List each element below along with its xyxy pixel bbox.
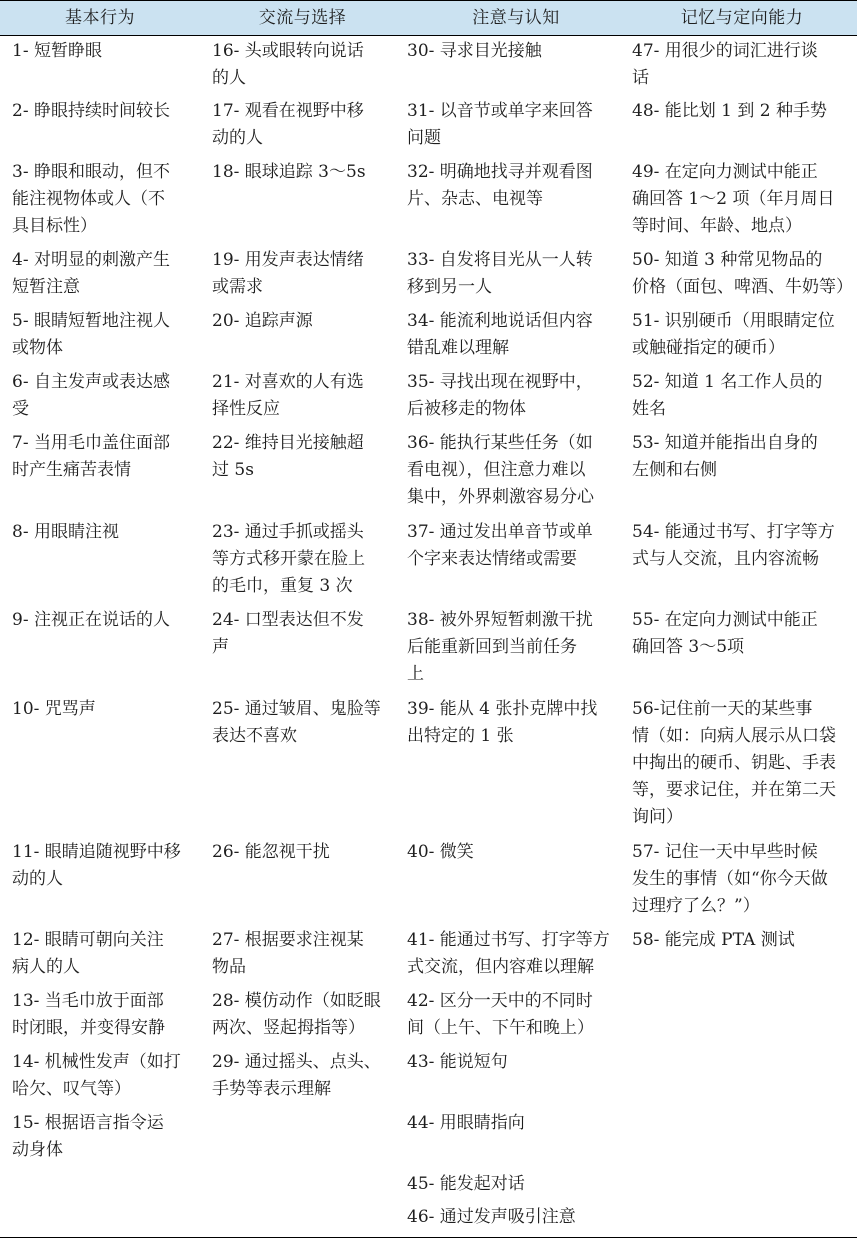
table-cell: 36- 能执行某些任务（如 看电视），但注意力难以 集中，外界刺激容易分心 bbox=[407, 433, 594, 507]
table-cell: 39- 能从 4 张扑克牌中找 出特定的 1 张 bbox=[407, 699, 598, 746]
table-cell: 12- 眼睛可朝向关注 病人的人 bbox=[12, 930, 164, 977]
table-cell: 43- 能说短句 bbox=[407, 1052, 508, 1072]
table-body bbox=[0, 36, 857, 1236]
table-cell: 26- 能忽视干扰 bbox=[212, 842, 330, 862]
table-cell: 24- 口型表达但不发 声 bbox=[212, 610, 364, 657]
table-cell: 47- 用很少的词汇进行谈 话 bbox=[632, 41, 818, 88]
table-cell: 52- 知道 1 名工作人员的 姓名 bbox=[632, 372, 823, 419]
table-cell: 54- 能通过书写、打字等方 式与人交流，且内容流畅 bbox=[632, 522, 835, 569]
table-cell: 56-记住前一天的某些事 情（如：向病人展示从口袋 中掏出的硬币、钥匙、手表 等，要求记住，并在第二天 询问） bbox=[632, 699, 836, 827]
table-cell: 16- 头或眼转向说话 的人 bbox=[212, 41, 364, 88]
table-cell: 9- 注视正在说话的人 bbox=[12, 610, 170, 630]
table-cell: 6- 自主发声或表达感 受 bbox=[12, 372, 170, 419]
table-cell: 49- 在定向力测试中能正 确回答 1～2 项（年月周日 等时间、年龄、地点） bbox=[632, 162, 835, 236]
table-cell: 32- 明确地找寻并观看图 片、杂志、电视等 bbox=[407, 162, 593, 209]
table-cell: 5- 眼睛短暂地注视人 或物体 bbox=[12, 311, 170, 358]
table-header bbox=[0, 0, 857, 36]
table-cell: 7- 当用毛巾盖住面部 时产生痛苦表情 bbox=[12, 433, 170, 480]
table-cell: 48- 能比划 1 到 2 种手势 bbox=[632, 101, 828, 121]
table-bottom-rule bbox=[0, 1237, 857, 1238]
table-cell: 42- 区分一天中的不同时 间（上午、下午和晚上） bbox=[407, 991, 594, 1038]
table-cell: 30- 寻求目光接触 bbox=[407, 41, 542, 61]
table-cell: 11- 眼睛追随视野中移 动的人 bbox=[12, 842, 181, 889]
table-cell: 53- 知道并能指出自身的 左侧和右侧 bbox=[632, 433, 818, 480]
header-attention-cognition: 注意与认知 bbox=[472, 8, 560, 28]
table-cell: 28- 模仿动作（如眨眼 两次、竖起拇指等） bbox=[212, 991, 381, 1038]
header-communication-choice: 交流与选择 bbox=[258, 8, 347, 28]
table-cell: 25- 通过皱眉、鬼脸等 表达不喜欢 bbox=[212, 699, 381, 746]
table-cell: 15- 根据语言指令运 动身体 bbox=[12, 1113, 164, 1160]
header-basic-behavior: 基本行为 bbox=[65, 8, 135, 28]
table-cell: 33- 自发将目光从一人转 移到另一人 bbox=[407, 250, 593, 297]
table-cell: 34- 能流利地说话但内容 错乱难以理解 bbox=[407, 311, 593, 358]
table-cell: 50- 知道 3 种常见物品的 价格（面包、啤酒、牛奶等） bbox=[632, 250, 853, 297]
table-cell: 14- 机械性发声（如打 哈欠、叹气等） bbox=[12, 1052, 181, 1099]
table-cell: 45- 能发起对话 bbox=[407, 1174, 525, 1194]
table-cell: 18- 眼球追踪 3～5s bbox=[212, 162, 366, 182]
table-cell: 19- 用发声表达情绪 或需求 bbox=[212, 250, 364, 297]
table-cell: 13- 当毛巾放于面部 时闭眼，并变得安静 bbox=[12, 991, 165, 1038]
table-cell: 27- 根据要求注视某 物品 bbox=[212, 930, 364, 977]
header-memory-orientation: 记忆与定向能力 bbox=[680, 8, 804, 28]
table-cell: 3- 睁眼和眼动，但不 能注视物体或人（不 具目标性） bbox=[12, 162, 170, 236]
table-cell: 55- 在定向力测试中能正 确回答 3～5项 bbox=[632, 610, 818, 657]
table-cell: 20- 追踪声源 bbox=[212, 311, 313, 331]
table-cell: 40- 微笑 bbox=[407, 842, 474, 862]
table-cell: 35- 寻找出现在视野中， 后被移走的物体 bbox=[407, 372, 593, 419]
table-cell: 38- 被外界短暂刺激干扰 后能重新回到当前任务 上 bbox=[407, 610, 593, 684]
table-cell: 41- 能通过书写、打字等方 式交流，但内容难以理解 bbox=[407, 930, 610, 977]
table-cell: 21- 对喜欢的人有选 择性反应 bbox=[212, 372, 364, 419]
table-cell: 22- 维持目光接触超 过 5s bbox=[212, 433, 364, 480]
table-cell: 37- 通过发出单音节或单 个字来表达情绪或需要 bbox=[407, 522, 593, 569]
table-cell: 17- 观看在视野中移 动的人 bbox=[212, 101, 364, 148]
table-cell: 57- 记住一天中早些时候 发生的事情（如“你今天做 过理疗了么？”） bbox=[632, 842, 828, 916]
table-cell: 51- 识别硬币（用眼睛定位 或触碰指定的硬币） bbox=[632, 311, 835, 358]
table-cell: 10- 咒骂声 bbox=[12, 699, 96, 719]
table-cell: 2- 睁眼持续时间较长 bbox=[12, 101, 170, 121]
table-cell: 1- 短暂睁眼 bbox=[12, 41, 102, 61]
table-cell: 23- 通过手抓或摇头 等方式移开蒙在脸上 的毛巾，重复 3 次 bbox=[212, 522, 365, 596]
table-cell: 29- 通过摇头、点头、 手势等表示理解 bbox=[212, 1052, 381, 1099]
table-cell: 31- 以音节或单字来回答 问题 bbox=[407, 101, 593, 148]
table-cell: 58- 能完成 PTA 测试 bbox=[632, 930, 795, 950]
table-cell: 8- 用眼睛注视 bbox=[12, 522, 119, 542]
table-cell: 44- 用眼睛指向 bbox=[407, 1113, 525, 1133]
table-cell: 4- 对明显的刺激产生 短暂注意 bbox=[12, 250, 170, 297]
table-cell: 46- 通过发声吸引注意 bbox=[407, 1207, 576, 1227]
